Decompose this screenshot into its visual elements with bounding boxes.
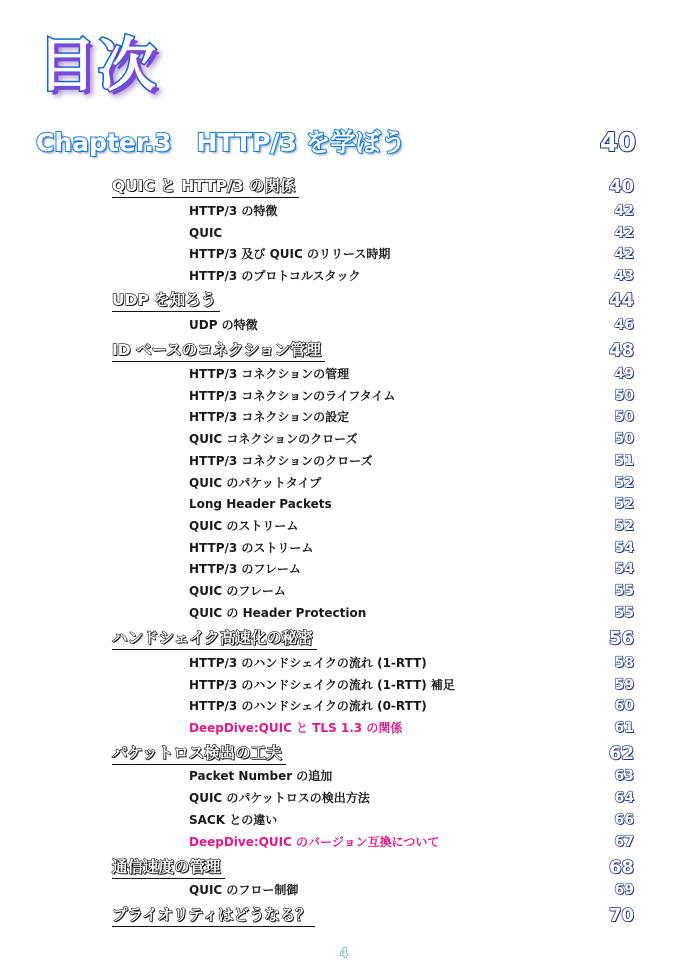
entry-label: HTTP/3 コネクションの管理 bbox=[189, 367, 350, 381]
entry-page-number: 55 bbox=[614, 583, 634, 599]
toc-subsection-entry bbox=[189, 600, 634, 622]
toc-subsection-entry bbox=[189, 807, 634, 829]
entry-page-number: 61 bbox=[614, 720, 634, 736]
entry-page-number: 67 bbox=[614, 834, 634, 850]
entry-page-number: 52 bbox=[614, 518, 634, 534]
entry-label: QUIC のパケットタイプ bbox=[189, 476, 322, 490]
entry-label: QUIC のフロー制御 bbox=[189, 883, 299, 897]
entry-label: QUIC のパケットロスの検出方法 bbox=[189, 791, 370, 805]
toc-subsection-entry bbox=[189, 220, 634, 242]
entry-label: Packet Number の追加 bbox=[189, 769, 333, 783]
entry-label: パケットロス検出の工夫 bbox=[112, 742, 286, 765]
toc-subsection-entry bbox=[189, 650, 634, 672]
entry-label: QUIC のストリーム bbox=[189, 519, 299, 533]
chapter-page-number: 40 bbox=[599, 128, 636, 158]
entry-label: HTTP/3 のフレーム bbox=[189, 562, 301, 576]
toc-subsection-entry bbox=[189, 829, 634, 851]
entry-page-number: 43 bbox=[614, 268, 634, 284]
entry-label: UDP の特徴 bbox=[189, 318, 258, 332]
entry-label: QUIC と HTTP/3 の関係 bbox=[112, 175, 299, 198]
chapter-heading bbox=[36, 125, 636, 161]
entry-page-number: 51 bbox=[614, 453, 634, 469]
entry-label: QUIC bbox=[189, 226, 223, 240]
toc-subsection-entry bbox=[189, 198, 634, 220]
entry-page-number: 42 bbox=[614, 203, 634, 219]
entry-page-number: 60 bbox=[614, 698, 634, 714]
entry-page-number: 54 bbox=[614, 540, 634, 556]
entry-label: HTTP/3 コネクションの設定 bbox=[189, 410, 350, 424]
toc-subsection-entry bbox=[189, 241, 634, 263]
entry-label: ハンドシェイク高速化の秘密 bbox=[112, 627, 317, 650]
entry-label: SACK との違い bbox=[189, 813, 278, 827]
entry-page-number: 68 bbox=[608, 857, 634, 878]
entry-page-number: 48 bbox=[608, 340, 634, 361]
toc-subsection-entry bbox=[189, 383, 634, 405]
entry-label: HTTP/3 のストリーム bbox=[189, 541, 314, 555]
entry-page-number: 54 bbox=[614, 561, 634, 577]
page-number: 4 bbox=[339, 946, 349, 960]
toc-subsection-entry bbox=[189, 877, 634, 899]
entry-label: HTTP/3 コネクションのライフタイム bbox=[189, 389, 396, 403]
toc-subsection-entry bbox=[189, 715, 634, 737]
entry-page-number: 52 bbox=[614, 496, 634, 512]
toc-subsection-entry bbox=[189, 785, 634, 807]
entry-label: HTTP/3 のハンドシェイクの流れ (1-RTT) bbox=[189, 656, 427, 670]
entry-page-number: 64 bbox=[614, 790, 634, 806]
entry-label: UDP を知ろう bbox=[112, 289, 220, 312]
entry-page-number: 50 bbox=[614, 388, 634, 404]
toc-section-entry bbox=[112, 336, 634, 362]
entry-label: HTTP/3 コネクションのクローズ bbox=[189, 454, 373, 468]
entry-label: HTTP/3 のプロトコルスタック bbox=[189, 269, 361, 283]
entry-page-number: 70 bbox=[608, 905, 634, 926]
toc-subsection-entry bbox=[189, 556, 634, 578]
entry-page-number: 50 bbox=[614, 409, 634, 425]
entry-label: DeepDive:QUIC のバージョン互換について bbox=[189, 835, 440, 849]
entry-page-number: 44 bbox=[608, 290, 634, 311]
toc-subsection-entry bbox=[189, 263, 634, 285]
toc-subsection-entry bbox=[189, 513, 634, 535]
toc-subsection-entry bbox=[189, 672, 634, 694]
entry-page-number: 40 bbox=[608, 176, 634, 197]
toc-subsection-entry bbox=[189, 763, 634, 785]
toc-subsection-entry bbox=[189, 312, 634, 334]
entry-label: QUIC コネクションのクローズ bbox=[189, 432, 358, 446]
toc-section-entry bbox=[112, 286, 634, 312]
toc-subsection-entry bbox=[189, 470, 634, 492]
entry-label: プライオリティはどうなる？ bbox=[112, 904, 315, 927]
toc-section-entry bbox=[112, 901, 634, 927]
toc-section-entry bbox=[112, 853, 634, 879]
entry-page-number: 69 bbox=[614, 882, 634, 898]
entry-page-number: 58 bbox=[614, 655, 634, 671]
toc-subsection-entry bbox=[189, 361, 634, 383]
entry-page-number: 56 bbox=[608, 628, 634, 649]
entry-page-number: 42 bbox=[614, 246, 634, 262]
entry-page-number: 62 bbox=[608, 743, 634, 764]
toc-subsection-entry bbox=[189, 448, 634, 470]
toc-subsection-entry bbox=[189, 404, 634, 426]
entry-page-number: 52 bbox=[614, 475, 634, 491]
toc-section-entry bbox=[112, 172, 634, 198]
toc-subsection-entry bbox=[189, 426, 634, 448]
entry-page-number: 59 bbox=[614, 677, 634, 693]
chapter-title: Chapter.3 HTTP/3 を学ぼう bbox=[36, 128, 406, 157]
entry-label: QUIC のフレーム bbox=[189, 584, 286, 598]
entry-label: Long Header Packets bbox=[189, 497, 332, 511]
entry-label: HTTP/3 のハンドシェイクの流れ (1-RTT) 補足 bbox=[189, 678, 455, 692]
toc-section-entry bbox=[112, 624, 634, 650]
entry-page-number: 42 bbox=[614, 225, 634, 241]
entry-label: 通信速度の管理 bbox=[112, 856, 225, 879]
entry-label: HTTP/3 のハンドシェイクの流れ (0-RTT) bbox=[189, 699, 427, 713]
entry-page-number: 55 bbox=[614, 605, 634, 621]
entry-page-number: 46 bbox=[614, 317, 634, 333]
entry-label: ID ベースのコネクション管理 bbox=[112, 339, 325, 362]
entry-label: HTTP/3 及び QUIC のリリース時期 bbox=[189, 247, 391, 261]
entry-page-number: 49 bbox=[614, 366, 634, 382]
toc-subsection-entry bbox=[189, 578, 634, 600]
toc-section-entry bbox=[112, 739, 634, 765]
entry-label: DeepDive:QUIC と TLS 1.3 の関係 bbox=[189, 721, 403, 735]
entry-label: QUIC の Header Protection bbox=[189, 606, 367, 620]
toc-subsection-entry bbox=[189, 491, 634, 513]
entry-page-number: 50 bbox=[614, 431, 634, 447]
entry-page-number: 63 bbox=[614, 768, 634, 784]
toc-title: 目次 bbox=[38, 31, 159, 99]
entry-page-number: 66 bbox=[614, 812, 634, 828]
toc-subsection-entry bbox=[189, 535, 634, 557]
entry-label: HTTP/3 の特徴 bbox=[189, 204, 278, 218]
toc-subsection-entry bbox=[189, 693, 634, 715]
